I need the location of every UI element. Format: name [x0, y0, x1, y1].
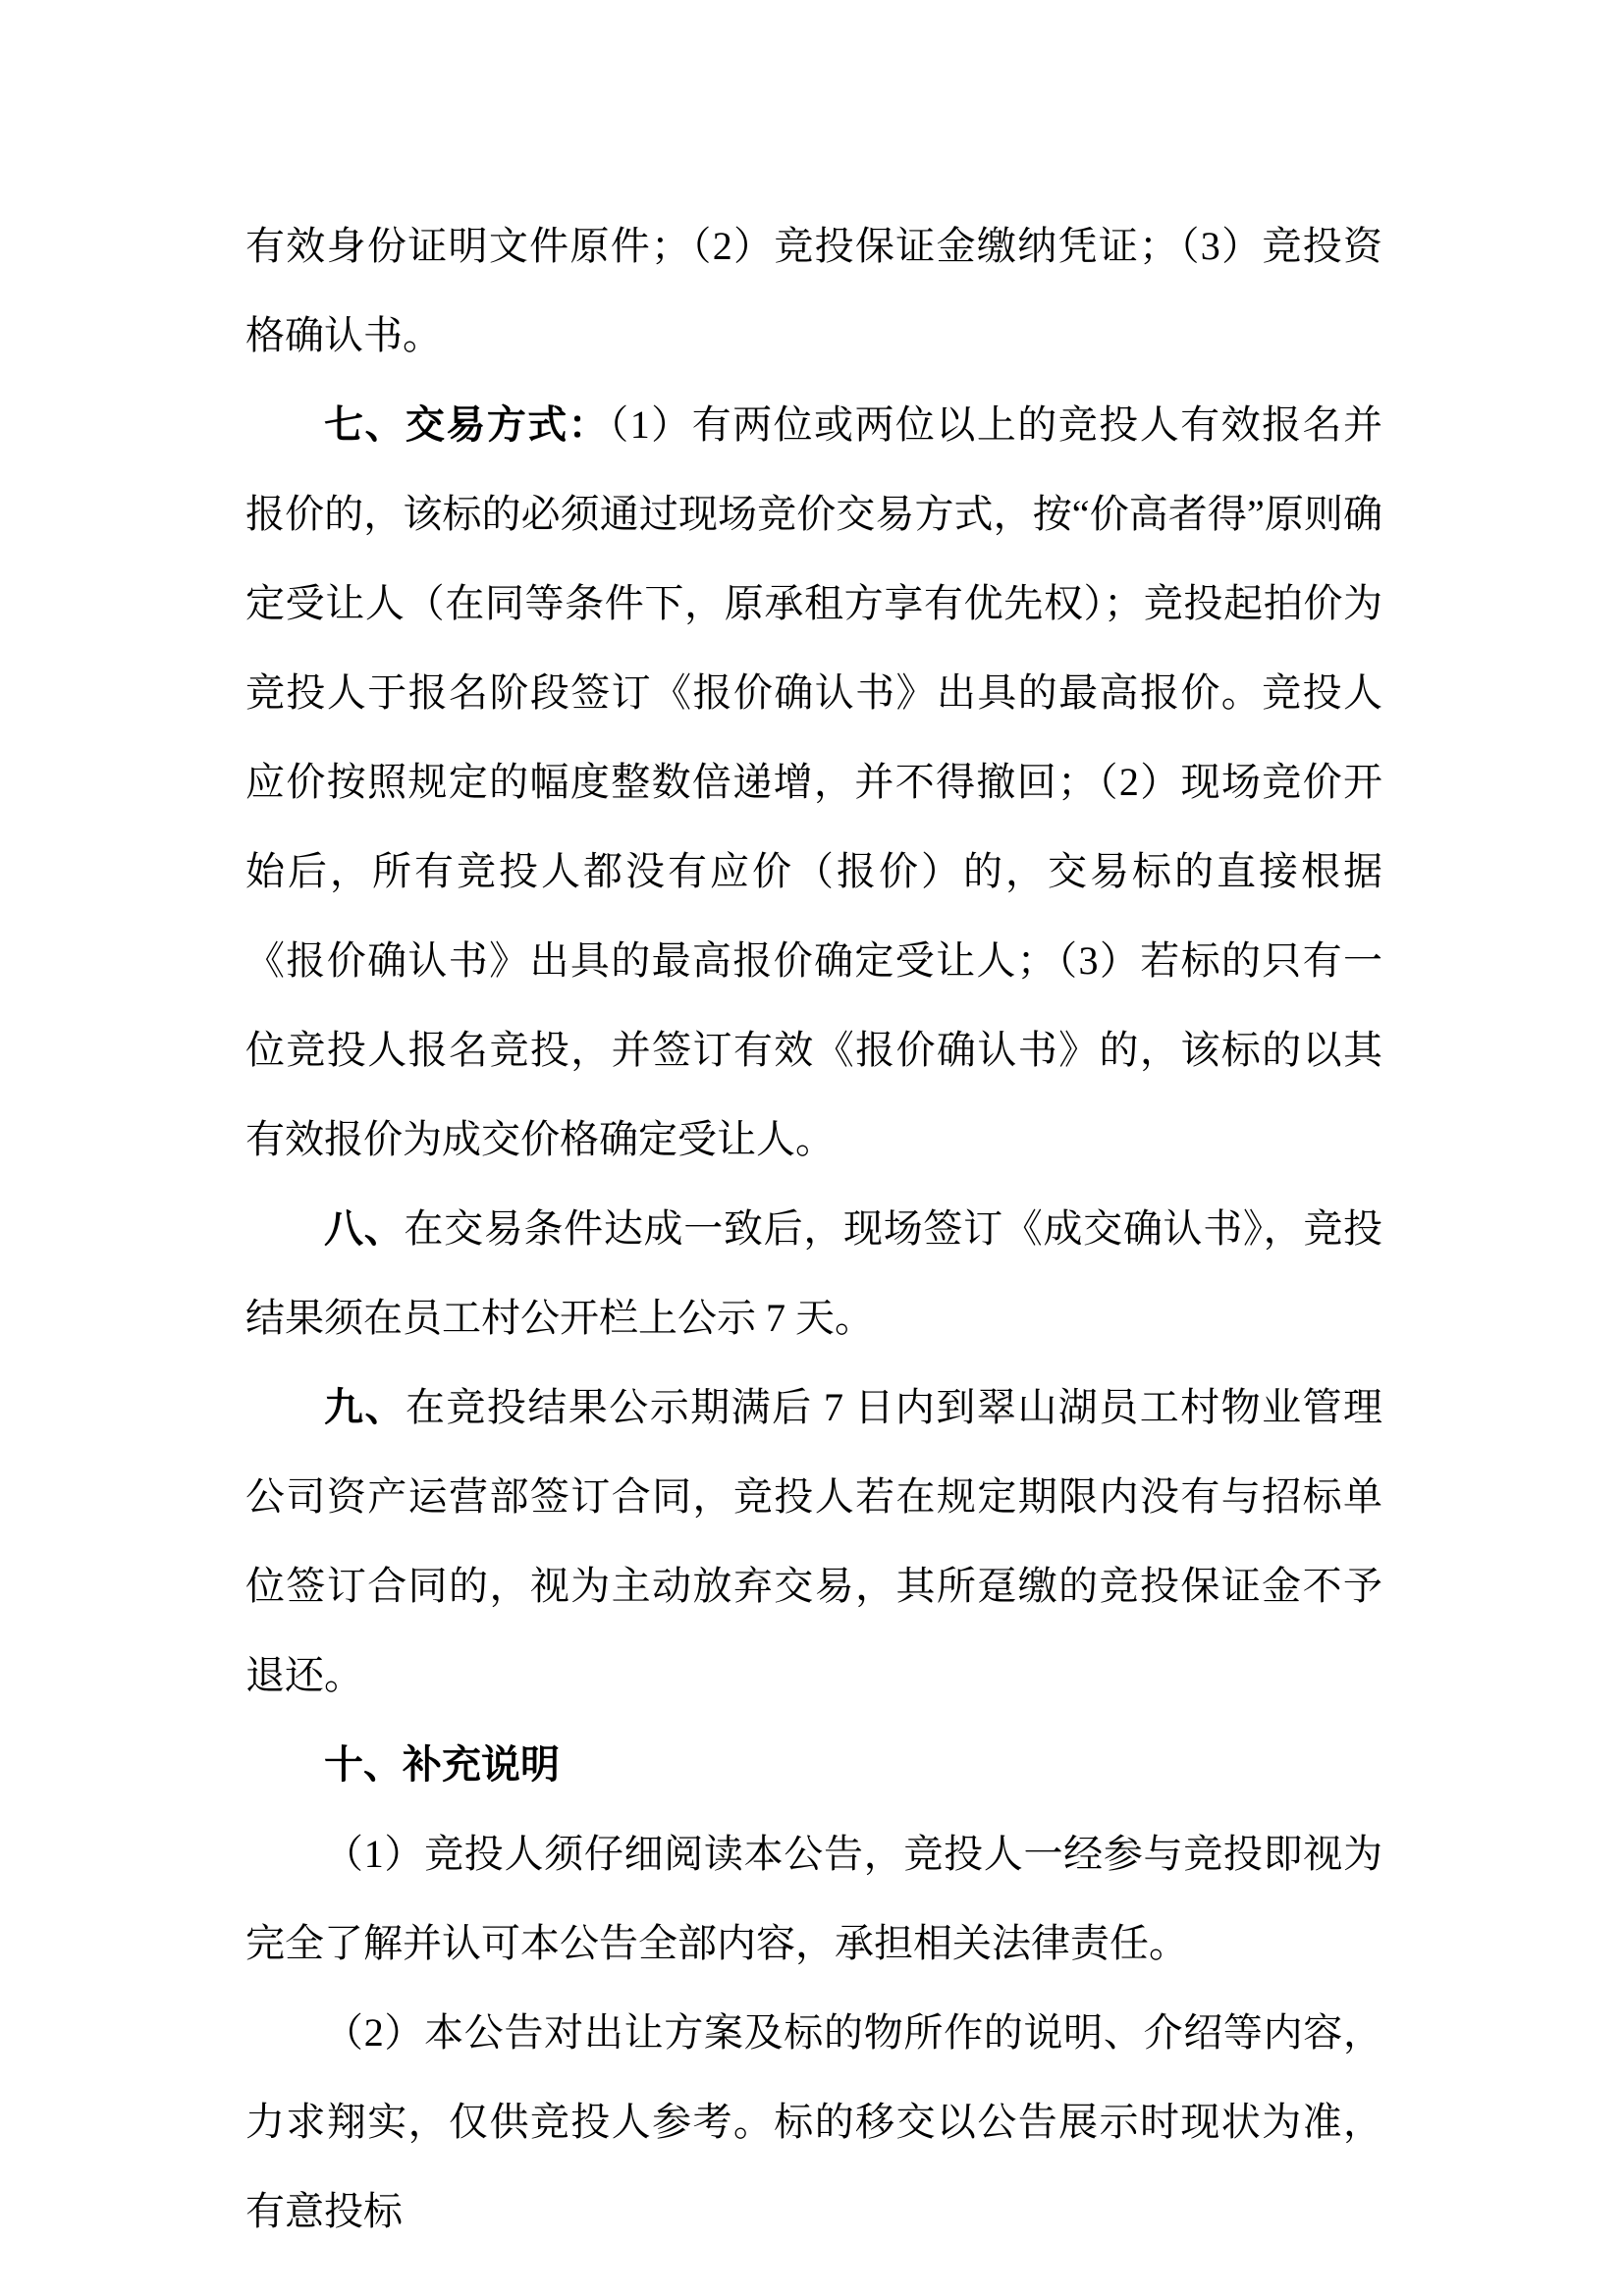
text-run: 有效身份证明文件原件；（2）竞投保证金缴纳凭证；（3）竞投资格确认书。 [245, 224, 1382, 357]
text-run: （1）有两位或两位以上的竞投人有效报名并报价的，该标的必须通过现场竞价交易方式，按“价高者得”原则确定受让人（在同等条件下，原承租方享有优先权）；竞投起拍价为竞投人于报名阶段签订《报价确认书》出具的最高报价。竞投人应价按照规定的幅度整数倍递增，并不得撤回；（2）现场竞价开始后，所有竞投人都没有应价（报价）的，交易标的直接根据《报价确认书》出具的最高报价确定受让人；（3）若标的只有一位竞投人报名竞投，并签订有效《报价确认书》的，该标的以其有效报价为成交价格确定受让人。 [245, 402, 1383, 1161]
paragraph [245, 380, 1382, 1184]
paragraph [245, 1720, 1382, 1809]
paragraph [245, 1809, 1382, 1988]
section-heading-run: 八、 [324, 1206, 405, 1251]
text-run: 在竞投结果公示期满后 7 日内到翠山湖员工村物业管理公司资产运营部签订合同，竞投人若在规定期限内没有与招标单位签订合同的，视为主动放弃交易，其所趸缴的竞投保证金不予退还。 [245, 1385, 1383, 1697]
section-heading-run: 九、 [324, 1385, 406, 1429]
section-heading-run: 七、交易方式： [324, 402, 610, 447]
text-run: （1）竞投人须仔细阅读本公告，竞投人一经参与竞投即视为完全了解并认可本公告全部内容，承担相关法律责任。 [245, 1832, 1382, 1965]
section-heading-run: 十、补充说明 [324, 1742, 560, 1787]
text-run: 在交易条件达成一致后，现场签订《成交确认书》，竞投结果须在员工村公开栏上公示 7 天。 [245, 1206, 1383, 1340]
paragraph [245, 201, 1382, 380]
paragraph [245, 1988, 1382, 2256]
paragraph [245, 1184, 1382, 1362]
text-run: （2）本公告对出让方案及标的物所作的说明、介绍等内容，力求翔实，仅供竞投人参考。标的移交以公告展示时现状为准，有意投标 [245, 2010, 1382, 2233]
paragraph [245, 1362, 1382, 1720]
